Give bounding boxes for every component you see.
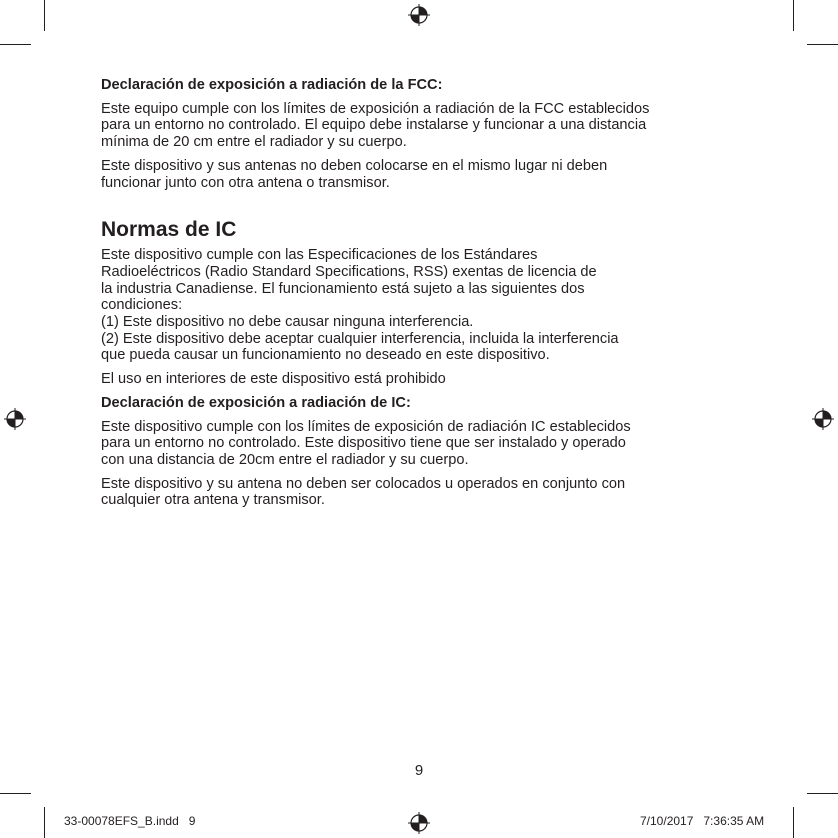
registration-mark-icon (408, 4, 430, 26)
text-line: (2) Este dispositivo debe aceptar cualquier interferencia, incluida la interferencia (101, 330, 619, 347)
crop-mark-bottom-left-h (0, 793, 31, 794)
crop-mark-top-left-v (44, 0, 45, 31)
text-line: Este dispositivo cumple con las Especificaciones de los Estándares (101, 247, 538, 264)
slug-date-time: 7/10/2017 7:36:35 AM (640, 814, 765, 828)
crop-mark-bottom-right-h (807, 793, 838, 794)
crop-mark-bottom-left-v (44, 807, 45, 838)
text-line: con una distancia de 20cm entre el radiador y su cuerpo. (101, 451, 469, 468)
registration-mark-icon (408, 812, 430, 834)
registration-mark-icon (812, 408, 834, 430)
fcc-paragraph-1 (101, 101, 761, 151)
slug-file-name: 33-00078EFS_B.indd 9 (64, 814, 196, 828)
ic-section-title: Normas de IC (101, 218, 237, 242)
crop-mark-top-right-v (793, 0, 794, 31)
ic-paragraph-3 (101, 476, 761, 509)
crop-mark-top-right-h (807, 44, 838, 45)
text-line: cualquier otra antena y transmisor. (101, 492, 325, 509)
ic-paragraph-2 (101, 419, 761, 469)
fcc-exposure-heading: Declaración de exposición a radiación de la FCC: (101, 77, 443, 93)
text-line: Este dispositivo cumple con los límites de exposición de radiación IC establecidos (101, 418, 631, 435)
text-line: mínima de 20 cm entre el radiador y su cuerpo. (101, 134, 407, 151)
ic-exposure-heading: Declaración de exposición a radiación de IC: (101, 394, 411, 411)
registration-mark-icon (4, 408, 26, 430)
text-line: (1) Este dispositivo no debe causar ninguna interferencia. (101, 314, 474, 331)
crop-mark-bottom-right-v (793, 807, 794, 838)
fcc-paragraph-2 (101, 158, 761, 191)
text-line: funcionar junto con otra antena o transmisor. (101, 174, 390, 191)
page-number: 9 (414, 762, 424, 779)
text-line: Radioeléctricos (Radio Standard Specifications, RSS) exentas de licencia de (101, 263, 597, 280)
text-line: Este dispositivo y su antena no deben ser colocados u operados en conjunto con (101, 475, 626, 492)
text-line: la industria Canadiense. El funcionamiento está sujeto a las siguientes dos (101, 280, 585, 297)
ic-indoor-note: El uso en interiores de este dispositivo está prohibido (101, 371, 446, 388)
ic-paragraph-1 (101, 247, 761, 364)
text-line: Este equipo cumple con los límites de exposición a radiación de la FCC establecidos (101, 100, 650, 117)
crop-mark-top-left-h (0, 44, 31, 45)
main-content (101, 77, 761, 509)
text-line: Este dispositivo y sus antenas no deben colocarse en el mismo lugar ni deben (101, 157, 608, 174)
text-line: condiciones: (101, 297, 183, 314)
text-line: que pueda causar un funcionamiento no deseado en este dispositivo. (101, 347, 550, 364)
text-line: para un entorno no controlado. Este dispositivo tiene que ser instalado y operado (101, 435, 626, 452)
text-line: para un entorno no controlado. El equipo debe instalarse y funcionar a una distancia (101, 117, 647, 134)
